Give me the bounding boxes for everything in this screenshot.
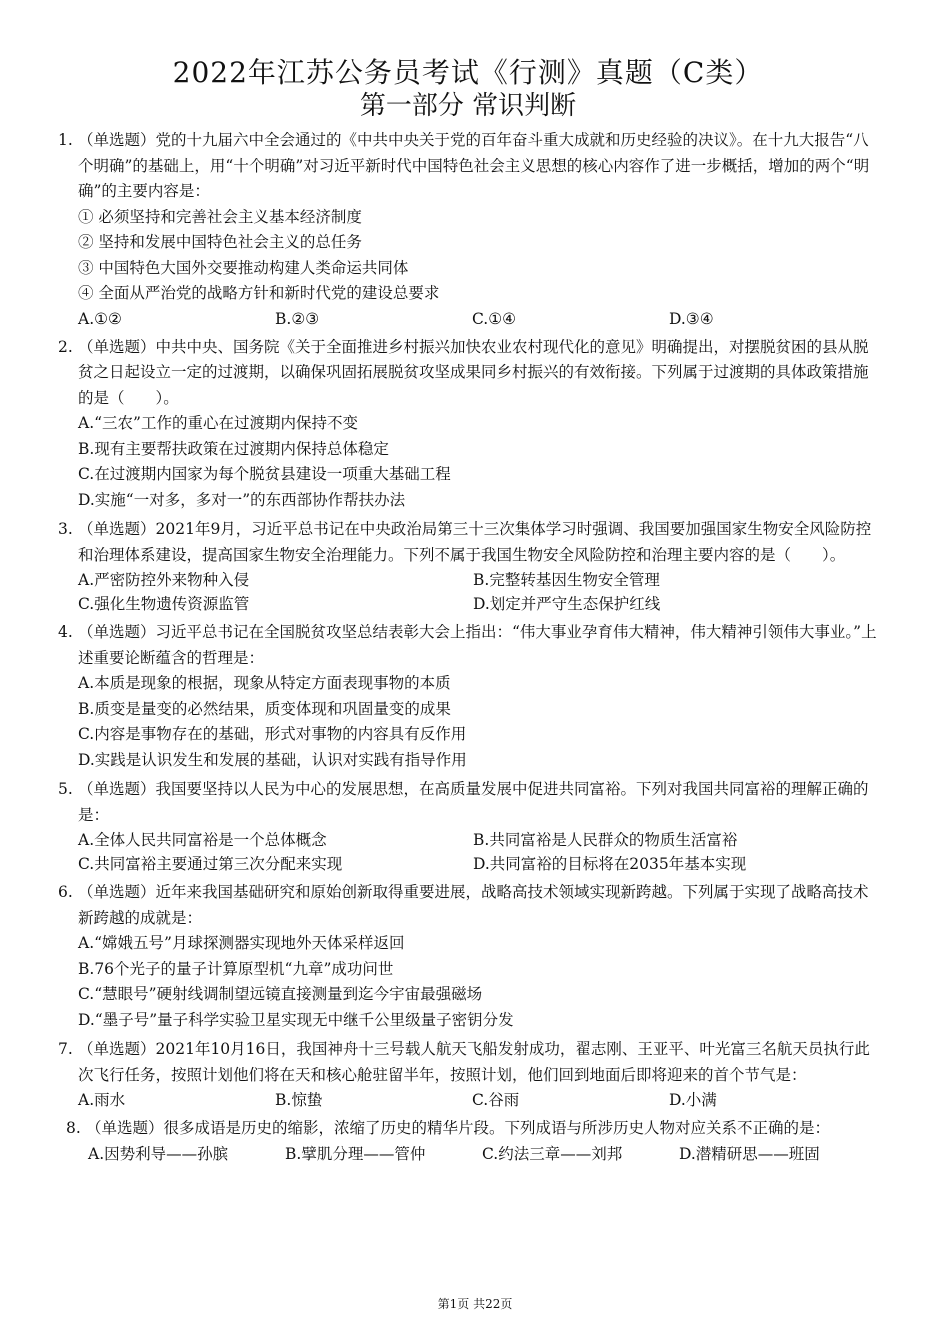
statement-item: ③ 中国特色大国外交要推动构建人类命运共同体 — [78, 258, 409, 277]
question-stem — [66, 1116, 878, 1142]
option-b[interactable]: B.质变是量变的必然结果，质变体现和巩固量变的成果 — [78, 699, 451, 718]
option-c[interactable]: C.约法三章——刘邦 — [482, 1144, 623, 1163]
option-a[interactable]: A.“三农”工作的重心在过渡期内保持不变 — [78, 414, 358, 432]
options-row — [66, 1142, 878, 1166]
option-b[interactable]: B.76个光子的量子计算原型机“九章”成功问世 — [78, 959, 394, 978]
option-a[interactable]: A.雨水 — [78, 1091, 126, 1109]
option-d[interactable]: D.“墨子号”量子科学实验卫星实现无中继千公里级量子密钥分发 — [78, 1010, 514, 1029]
question-number: 5. — [58, 780, 73, 798]
question-stem — [58, 880, 878, 931]
question-text: （单选题）2021年10月16日，我国神舟十三号载人航天飞船发射成功，翟志刚、王亚平、叶光富三名航天员执行此次飞行任务，按照计划他们将在天和核心舱驻留半年，按照计划，他们回到地面后即将迎来的首个节气是： — [78, 1040, 870, 1084]
question-text: （单选题）党的十九届六中全会通过的《中共中央关于党的百年奋斗重大成就和历史经验的决议》。在十九大报告“八个明确”的基础上，用“十个明确”对习近平新时代中国特色社会主义思想的核心内容作了进一步概括，增加的两个“明确”的主要内容是： — [78, 131, 870, 200]
options-row — [58, 592, 878, 616]
statement-item: ② 坚持和发展中国特色社会主义的总任务 — [78, 233, 362, 251]
option-b[interactable]: B.惊蛰 — [275, 1091, 323, 1109]
options-row — [58, 852, 878, 876]
option-b[interactable]: B.完整转基因生物安全管理 — [473, 571, 660, 589]
option-a[interactable]: A.本质是现象的根据，现象从特定方面表现事物的本质 — [78, 674, 451, 692]
question-number: 7. — [58, 1040, 73, 1058]
option-c[interactable]: C.共同富裕主要通过第三次分配来实现 — [78, 855, 343, 873]
question-number: 6. — [58, 883, 73, 901]
option-c[interactable]: C.①④ — [472, 309, 517, 328]
question-text: （单选题）我国要坚持以人民为中心的发展思想，在高质量发展中促进共同富裕。下列对我国共同富裕的理解正确的是： — [78, 780, 869, 824]
question-2 — [58, 335, 878, 514]
options-row — [58, 828, 878, 852]
option-a[interactable]: A.因势利导——孙膑 — [88, 1144, 229, 1163]
question-stem — [58, 335, 878, 412]
question-number: 2. — [58, 337, 73, 356]
option-c[interactable]: C.“慧眼号”硬射线调制望远镜直接测量到迄今宇宙最强磁场 — [78, 985, 483, 1003]
option-b[interactable]: B.现有主要帮扶政策在过渡期内保持总体稳定 — [78, 439, 389, 458]
question-text: （单选题）2021年9月，习近平总书记在中央政治局第三十三次集体学习时强调、我国要加强国家生物安全风险防控和治理体系建设，提高国家生物安全治理能力。下列不属于我国生物安全风险防控和治理主要内容的是（ ）。 — [78, 520, 872, 564]
option-d[interactable]: D.小满 — [669, 1091, 717, 1109]
question-text: （单选题）习近平总书记在全国脱贫攻坚总结表彰大会上指出：“伟大事业孕育伟大精神，伟大精神引领伟大事业。”上述重要论断蕴含的哲理是： — [78, 623, 877, 667]
question-7 — [58, 1037, 878, 1112]
question-stem — [58, 620, 878, 671]
statement-item: ④ 全面从严治党的战略方针和新时代党的建设总要求 — [78, 284, 440, 302]
option-d[interactable]: D.③④ — [669, 309, 714, 328]
question-text: （单选题）中共中央、国务院《关于全面推进乡村振兴加快农业农村现代化的意见》明确提出，对摆脱贫困的县从脱贫之日起设立一定的过渡期，以确保巩固拓展脱贫攻坚成果同乡村振兴的有效衔接。下列属于过渡期的具体政策措施的是（ ）。 — [78, 337, 869, 407]
question-number: 1. — [58, 131, 73, 149]
question-text: （单选题）近年来我国基础研究和原始创新取得重要进展，战略高技术领域实现新跨越。下列属于实现了战略高技术新跨越的成就是： — [78, 883, 869, 927]
question-3 — [58, 517, 878, 616]
option-d[interactable]: D.潜精研思——班固 — [679, 1144, 820, 1163]
option-b[interactable]: B.②③ — [275, 309, 320, 328]
option-c[interactable]: C.在过渡期内国家为每个脱贫县建设一项重大基础工程 — [78, 465, 451, 483]
question-6 — [58, 880, 878, 1033]
statement-item: ① 必须坚持和完善社会主义基本经济制度 — [78, 207, 362, 226]
section-title: 第一部分 常识判断 — [359, 91, 577, 121]
question-1 — [58, 128, 878, 331]
question-stem — [58, 1037, 878, 1088]
option-b[interactable]: B.共同富裕是人民群众的物质生活富裕 — [473, 831, 738, 849]
question-stem — [58, 128, 878, 205]
question-text: （单选题）很多成语是历史的缩影，浓缩了历史的精华片段。下列成语与所涉历史人物对应关系不正确的是： — [86, 1119, 831, 1137]
option-c[interactable]: C.内容是事物存在的基础，形式对事物的内容具有反作用 — [78, 725, 467, 743]
option-c[interactable]: C.强化生物遗传资源监管 — [78, 595, 250, 613]
option-d[interactable]: D.实施“一对多，多对一”的东西部协作帮扶办法 — [78, 490, 406, 509]
option-d[interactable]: D.实践是认识发生和发展的基础，认识对实践有指导作用 — [78, 750, 467, 769]
question-number: 8. — [66, 1119, 81, 1137]
question-stem — [58, 777, 878, 828]
question-number: 4. — [58, 623, 73, 641]
question-8 — [58, 1116, 878, 1166]
page-footer: 第1页 共22页 — [437, 1297, 513, 1311]
options-row — [58, 307, 878, 331]
options-row — [58, 1088, 878, 1112]
option-a[interactable]: A.①② — [78, 309, 122, 328]
options-row — [58, 568, 878, 592]
option-a[interactable]: A.全体人民共同富裕是一个总体概念 — [78, 831, 327, 849]
page-title: 2022年江苏公务员考试《行测》真题（C类） — [172, 56, 764, 89]
option-d[interactable]: D.共同富裕的目标将在2035年基本实现 — [473, 855, 747, 873]
option-c[interactable]: C.谷雨 — [472, 1091, 520, 1109]
option-d[interactable]: D.划定并严守生态保护红线 — [473, 595, 661, 613]
question-stem — [58, 517, 878, 568]
option-a[interactable]: A.“嫦娥五号”月球探测器实现地外天体采样返回 — [78, 934, 405, 952]
option-b[interactable]: B.擘肌分理——管仲 — [285, 1144, 426, 1163]
question-4 — [58, 620, 878, 773]
question-5 — [58, 777, 878, 876]
option-a[interactable]: A.严密防控外来物种入侵 — [78, 571, 250, 589]
question-number: 3. — [58, 520, 73, 538]
